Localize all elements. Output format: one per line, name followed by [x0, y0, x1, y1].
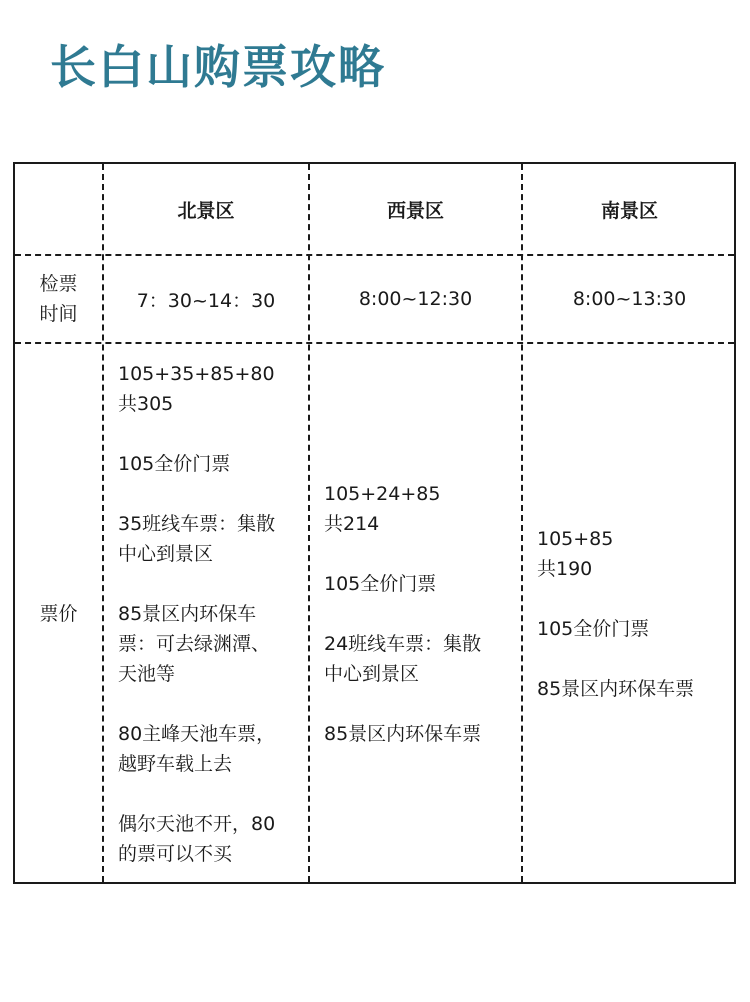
price-west-text: [324, 479, 481, 749]
price-line: 35班线车票：集散: [118, 513, 276, 535]
price-line: 共305: [118, 393, 174, 415]
price-line: 中心到景区: [324, 663, 420, 685]
price-line: 85景区内环保车票: [324, 723, 482, 745]
price-line: 105+85: [537, 528, 614, 550]
time-west: 8:00~12:30: [358, 288, 473, 310]
price-paragraph: [118, 599, 275, 689]
header-north: 北景区: [177, 199, 235, 222]
ticket-table: [13, 162, 736, 884]
header-west: 西景区: [386, 199, 444, 222]
price-south-text: [537, 524, 694, 704]
time-north: 7：30~14：30: [136, 289, 276, 312]
price-line: 105全价门票: [537, 618, 650, 640]
price-paragraph: [118, 809, 275, 869]
price-line: 票：可去绿渊潭、: [118, 633, 271, 655]
price-line: 偶尔天池不开，80: [118, 813, 276, 835]
price-line: 的票可以不买: [118, 843, 233, 865]
price-north-text: [118, 359, 275, 869]
price-line: 共190: [537, 558, 593, 580]
price-line: 天池等: [118, 663, 176, 685]
row-label-line: 时间: [39, 303, 78, 325]
price-north: [104, 344, 308, 884]
price-paragraph: [118, 359, 275, 419]
price-line: 85景区内环保车票: [537, 678, 695, 700]
price-paragraph: [324, 569, 481, 599]
price-paragraph: [118, 449, 275, 479]
price-west: [310, 344, 521, 884]
price-south: [523, 344, 736, 884]
price-line: 105全价门票: [324, 573, 437, 595]
price-paragraph: [118, 719, 275, 779]
row-label-line: 检票: [39, 273, 78, 295]
price-paragraph: [537, 674, 694, 704]
price-line: 85景区内环保车: [118, 603, 257, 625]
price-paragraph: [324, 479, 481, 539]
header-south: 南景区: [600, 199, 658, 222]
price-paragraph: [324, 629, 481, 689]
price-paragraph: [537, 524, 694, 584]
row-label-price: 票价: [39, 603, 78, 625]
page-title: 长白山购票攻略: [50, 40, 386, 94]
price-line: 105+24+85: [324, 483, 441, 505]
price-paragraph: [537, 614, 694, 644]
price-line: 105全价门票: [118, 453, 231, 475]
price-paragraph: [324, 719, 481, 749]
time-south: 8:00~13:30: [572, 288, 687, 310]
price-line: 共214: [324, 513, 380, 535]
price-paragraph: [118, 509, 275, 569]
price-line: 24班线车票：集散: [324, 633, 482, 655]
price-line: 中心到景区: [118, 543, 214, 565]
price-line: 越野车载上去: [118, 753, 233, 775]
price-line: 80主峰天池车票，: [118, 723, 276, 745]
row-label-checkin-time: [15, 256, 102, 342]
price-line: 105+35+85+80: [118, 363, 275, 385]
